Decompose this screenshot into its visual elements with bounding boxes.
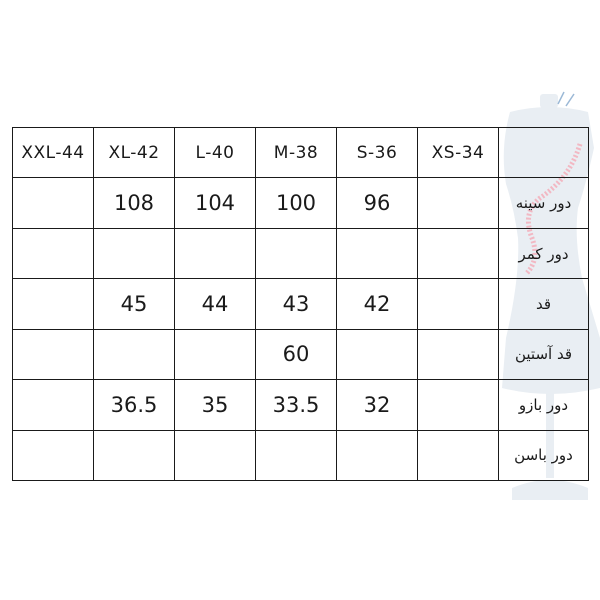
table-row (13, 329, 589, 379)
measurement-cell (94, 329, 175, 379)
size-header-cell: XL-42 (94, 128, 175, 178)
measurement-label: دور سینه (499, 178, 589, 228)
measurement-label: قد آستین (499, 329, 589, 379)
size-header-cell: XXL-44 (13, 128, 94, 178)
measurement-cell (418, 178, 499, 228)
measurement-cell: 36.5 (94, 380, 175, 430)
measurement-cell: 35 (175, 380, 256, 430)
measurement-cell (337, 228, 418, 278)
table-row (13, 430, 589, 480)
measurement-cell (94, 430, 175, 480)
measurement-cell (13, 178, 94, 228)
measurement-cell (175, 430, 256, 480)
measurement-cell (418, 380, 499, 430)
measurement-cell: 44 (175, 279, 256, 329)
measurement-cell (175, 329, 256, 379)
measurement-cell: 43 (256, 279, 337, 329)
table-row (13, 380, 589, 430)
measurement-label: دور کمر (499, 228, 589, 278)
size-header-cell: L-40 (175, 128, 256, 178)
measurement-cell (337, 329, 418, 379)
measurement-cell (13, 380, 94, 430)
table-row (13, 279, 589, 329)
size-header-cell: S-36 (337, 128, 418, 178)
measurement-cell (256, 430, 337, 480)
measurement-cell: 42 (337, 279, 418, 329)
table-row (13, 178, 589, 228)
size-header-cell: M-38 (256, 128, 337, 178)
measurement-cell: 45 (94, 279, 175, 329)
corner-cell (499, 128, 589, 178)
table-row (13, 228, 589, 278)
measurement-cell: 104 (175, 178, 256, 228)
measurement-cell (418, 329, 499, 379)
measurement-cell: 100 (256, 178, 337, 228)
size-header-row (13, 128, 589, 178)
measurement-cell (337, 430, 418, 480)
measurement-cell (13, 430, 94, 480)
measurement-cell (13, 279, 94, 329)
measurement-cell (13, 228, 94, 278)
measurement-cell (418, 228, 499, 278)
size-chart-table (12, 127, 589, 481)
measurement-cell (418, 279, 499, 329)
measurement-cell: 32 (337, 380, 418, 430)
measurement-cell (13, 329, 94, 379)
measurement-label: قد (499, 279, 589, 329)
measurement-cell: 108 (94, 178, 175, 228)
measurement-cell (256, 228, 337, 278)
measurement-label: دور باسن (499, 430, 589, 480)
measurement-cell (418, 430, 499, 480)
measurement-label: دور بازو (499, 380, 589, 430)
measurement-cell: 33.5 (256, 380, 337, 430)
size-header-cell: XS-34 (418, 128, 499, 178)
measurement-cell (94, 228, 175, 278)
measurement-cell (175, 228, 256, 278)
measurement-cell: 96 (337, 178, 418, 228)
measurement-cell: 60 (256, 329, 337, 379)
